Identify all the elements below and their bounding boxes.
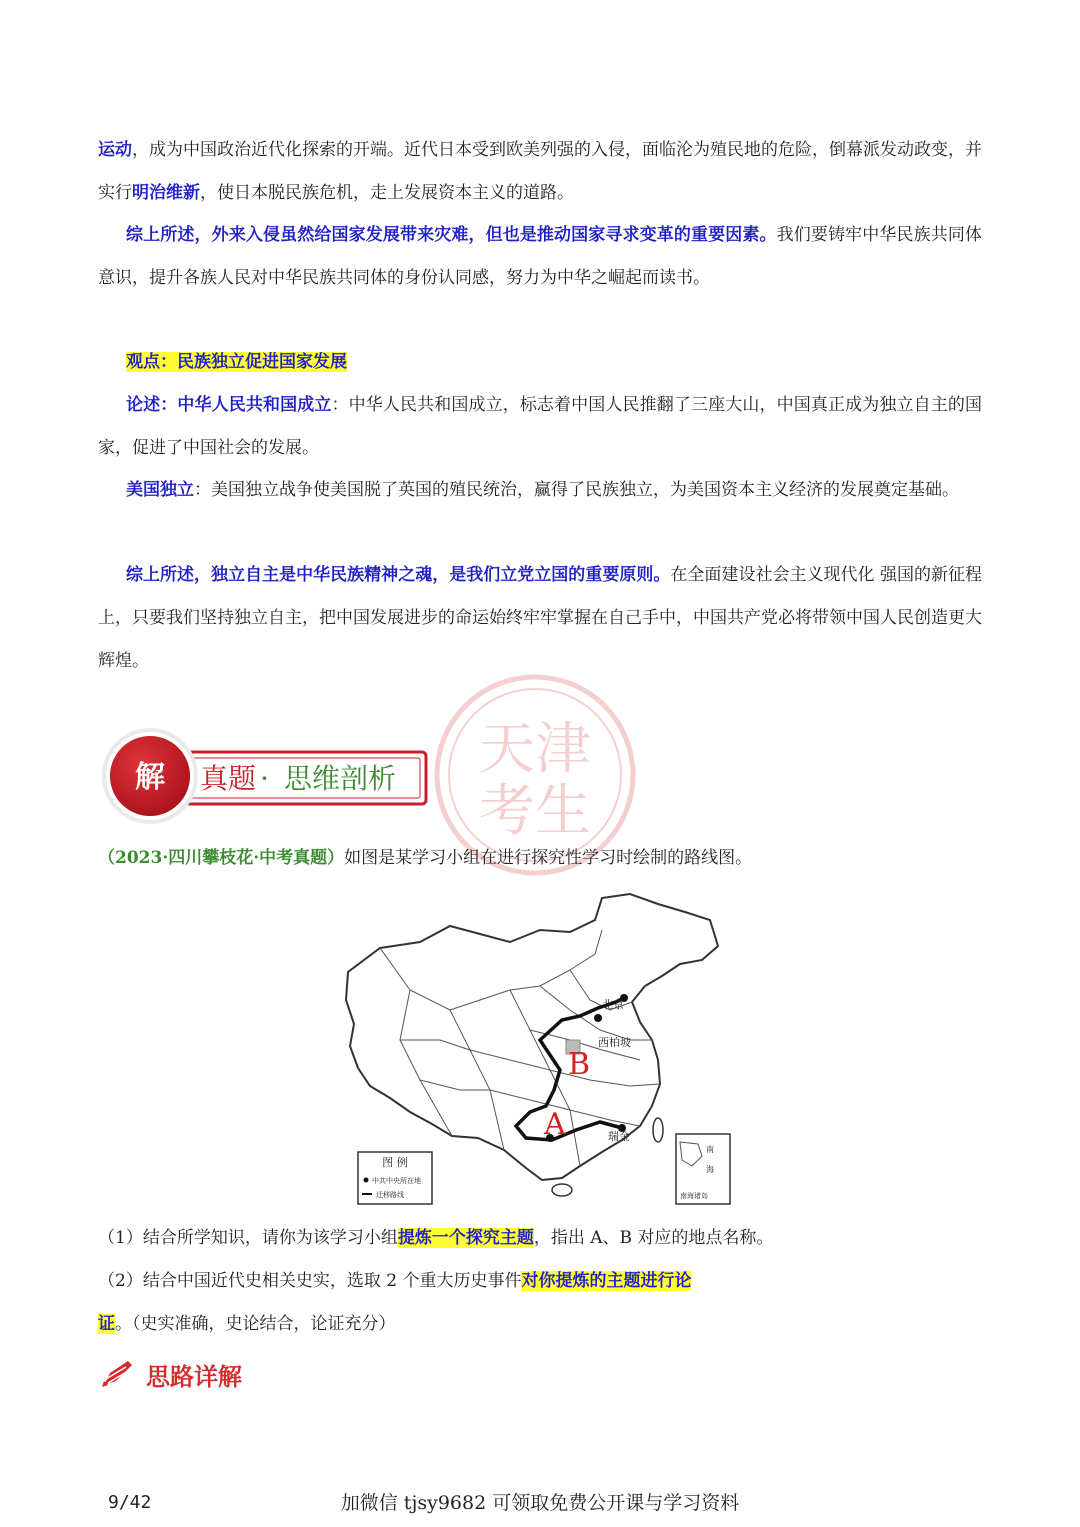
- label-a: A: [544, 1107, 566, 1142]
- text: ，使日本脱民族危机，走上发展资本主义的道路。: [200, 183, 574, 203]
- watermark-line2: 考生: [479, 779, 591, 844]
- banner-char: 解: [135, 760, 165, 795]
- label-b: B: [568, 1047, 591, 1082]
- bold-term: 运动: [98, 140, 132, 160]
- paragraph-argument: [98, 384, 982, 470]
- inset-label-1: 南: [706, 1145, 714, 1154]
- china-route-map: [340, 890, 732, 1210]
- inset-label-3: 南海诸岛: [680, 1192, 708, 1200]
- banner-dot: ·: [260, 762, 269, 795]
- question-text: 如图是某学习小组在进行探究性学习时绘制的路线图。: [344, 848, 753, 868]
- text: ：美国独立战争使美国脱了英国的殖民统治，赢得了民族独立，为美国资本主义经济的发展奠定基础。: [194, 480, 959, 500]
- paragraph-summary-1: [98, 214, 982, 300]
- question-source: （2023·四川攀枝花·中考真题）: [98, 848, 345, 868]
- bold-term-meiji: 明治维新: [132, 183, 200, 203]
- page-number: 9/42: [108, 1492, 152, 1513]
- legend-item-1: 中共中央所在地: [372, 1177, 421, 1185]
- label-ruijin: 瑞金: [608, 1130, 630, 1143]
- marker-xibaipo: [594, 1014, 602, 1022]
- pen-icon: [100, 1359, 134, 1389]
- text: 在全面建设社会主义现代化 强国的新征程上，只要我们坚持独立自主，把中国发展进步的命运始终牢牢掌握在自己手中，中国共产党必将带领中国人民创造更大辉煌。: [98, 565, 983, 671]
- paragraph-summary-2: [98, 554, 982, 683]
- legend-item-2: 迁移路线: [376, 1191, 404, 1199]
- label-beijing: 北京: [602, 998, 624, 1011]
- think-heading: [100, 1352, 242, 1396]
- argument-label: 论述：中华人民共和国成立: [126, 395, 332, 415]
- question-intro: [98, 837, 988, 880]
- q1-prefix: （1）结合所学知识，请你为该学习小组: [98, 1228, 398, 1248]
- viewpoint-line: [98, 341, 982, 384]
- legend-title: 图 例: [382, 1156, 408, 1169]
- question-2: [98, 1260, 988, 1346]
- q2-highlight: 对你提炼的主题进行论证: [98, 1271, 692, 1334]
- banner-title-1: 真题: [200, 762, 257, 795]
- label-xibaipo: 西柏坡: [598, 1036, 631, 1049]
- summary-bold: 综上所述，独立自主是中华民族精神之魂，是我们立党立国的重要原则。: [126, 565, 671, 585]
- viewpoint: 观点：民族独立促进国家发展: [126, 352, 347, 372]
- inset-label-2: 海: [706, 1165, 714, 1174]
- summary-bold: 综上所述，外来入侵虽然给国家发展带来灾难，但也是推动国家寻求变革的重要因素。: [126, 225, 777, 245]
- q2-prefix: （2）结合中国近代史相关史实，选取 2 个重大历史事件: [98, 1271, 522, 1291]
- footer-slogan: 加微信 tjsy9682 可领取免费公开课与学习资料: [340, 1492, 740, 1514]
- paragraph-usa: [98, 469, 982, 512]
- text: 我们要铸牢中华民族共同体意识，提升各族人民对中华民族共同体的身份认同感，努力为中华之崛起而读书。: [98, 225, 983, 288]
- banner-title-2: 思维剖析: [284, 762, 397, 795]
- q2-suffix: 。（史实准确，史论结合，论证充分）: [115, 1314, 396, 1334]
- usa-label: 美国独立: [126, 480, 194, 500]
- q1-highlight: 提炼一个探究主题: [397, 1228, 534, 1248]
- section-banner: [100, 718, 440, 830]
- paragraph-meiji: [98, 129, 982, 215]
- text: ：中华人民共和国成立，标志着中国人民推翻了三座大山，中国真正成为独立自主的国家，促进了中国社会的发展。: [98, 395, 982, 458]
- watermark-line1: 天津: [479, 717, 591, 782]
- q1-suffix: ，指出 A、B 对应的地点名称。: [533, 1228, 774, 1248]
- text: ，成为中国政治近代化探索的开端。近代日本受到欧美列强的入侵，面临沦为殖民地的危险，倒幕派发动政变，并实行: [98, 140, 982, 203]
- think-title: 思路详解: [146, 1362, 242, 1391]
- question-1: [98, 1217, 988, 1260]
